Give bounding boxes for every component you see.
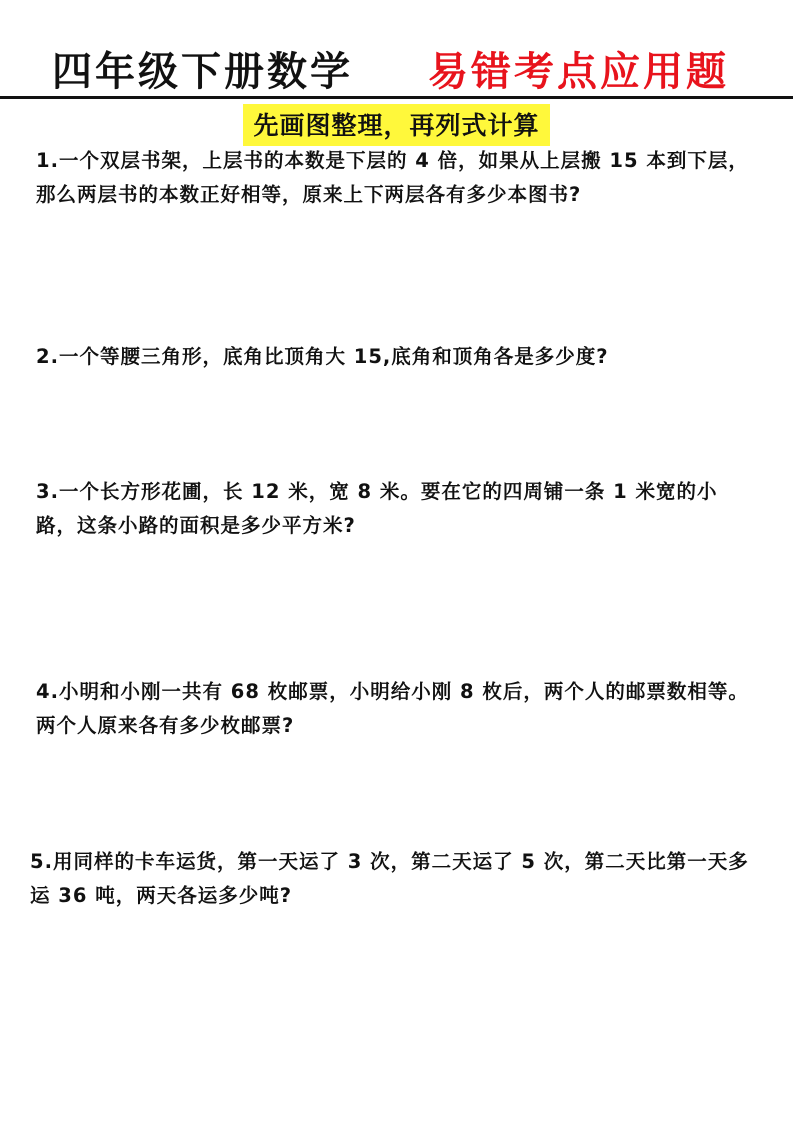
question-1: 1.一个双层书架，上层书的本数是下层的 4 倍，如果从上层搬 15 本到下层，那么两层书的本数正好相等，原来上下两层各有多少本图书?	[36, 149, 749, 206]
question-4: 4.小明和小刚一共有 68 枚邮票，小明给小刚 8 枚后，两个人的邮票数相等。两个人原来各有多少枚邮票?	[36, 680, 749, 737]
page-title-topic: 易错考点应用题	[428, 49, 729, 95]
subtitle-instruction: 先画图整理，再列式计算	[243, 104, 549, 146]
page-header	[0, 34, 793, 94]
header-divider	[0, 96, 793, 99]
question-5: 5.用同样的卡车运货，第一天运了 3 次，第二天运了 5 次，第二天比第一天多运 36 吨，两天各运多少吨?	[30, 850, 749, 907]
question-3: 3.一个长方形花圃，长 12 米，宽 8 米。要在它的四周铺一条 1 米宽的小路，这条小路的面积是多少平方米?	[36, 480, 718, 537]
question-2: 2.一个等腰三角形，底角比顶角大 15,底角和顶角各是多少度?	[36, 345, 609, 368]
subtitle-container	[0, 104, 793, 146]
page-title-grade: 四年级下册数学	[52, 49, 353, 95]
